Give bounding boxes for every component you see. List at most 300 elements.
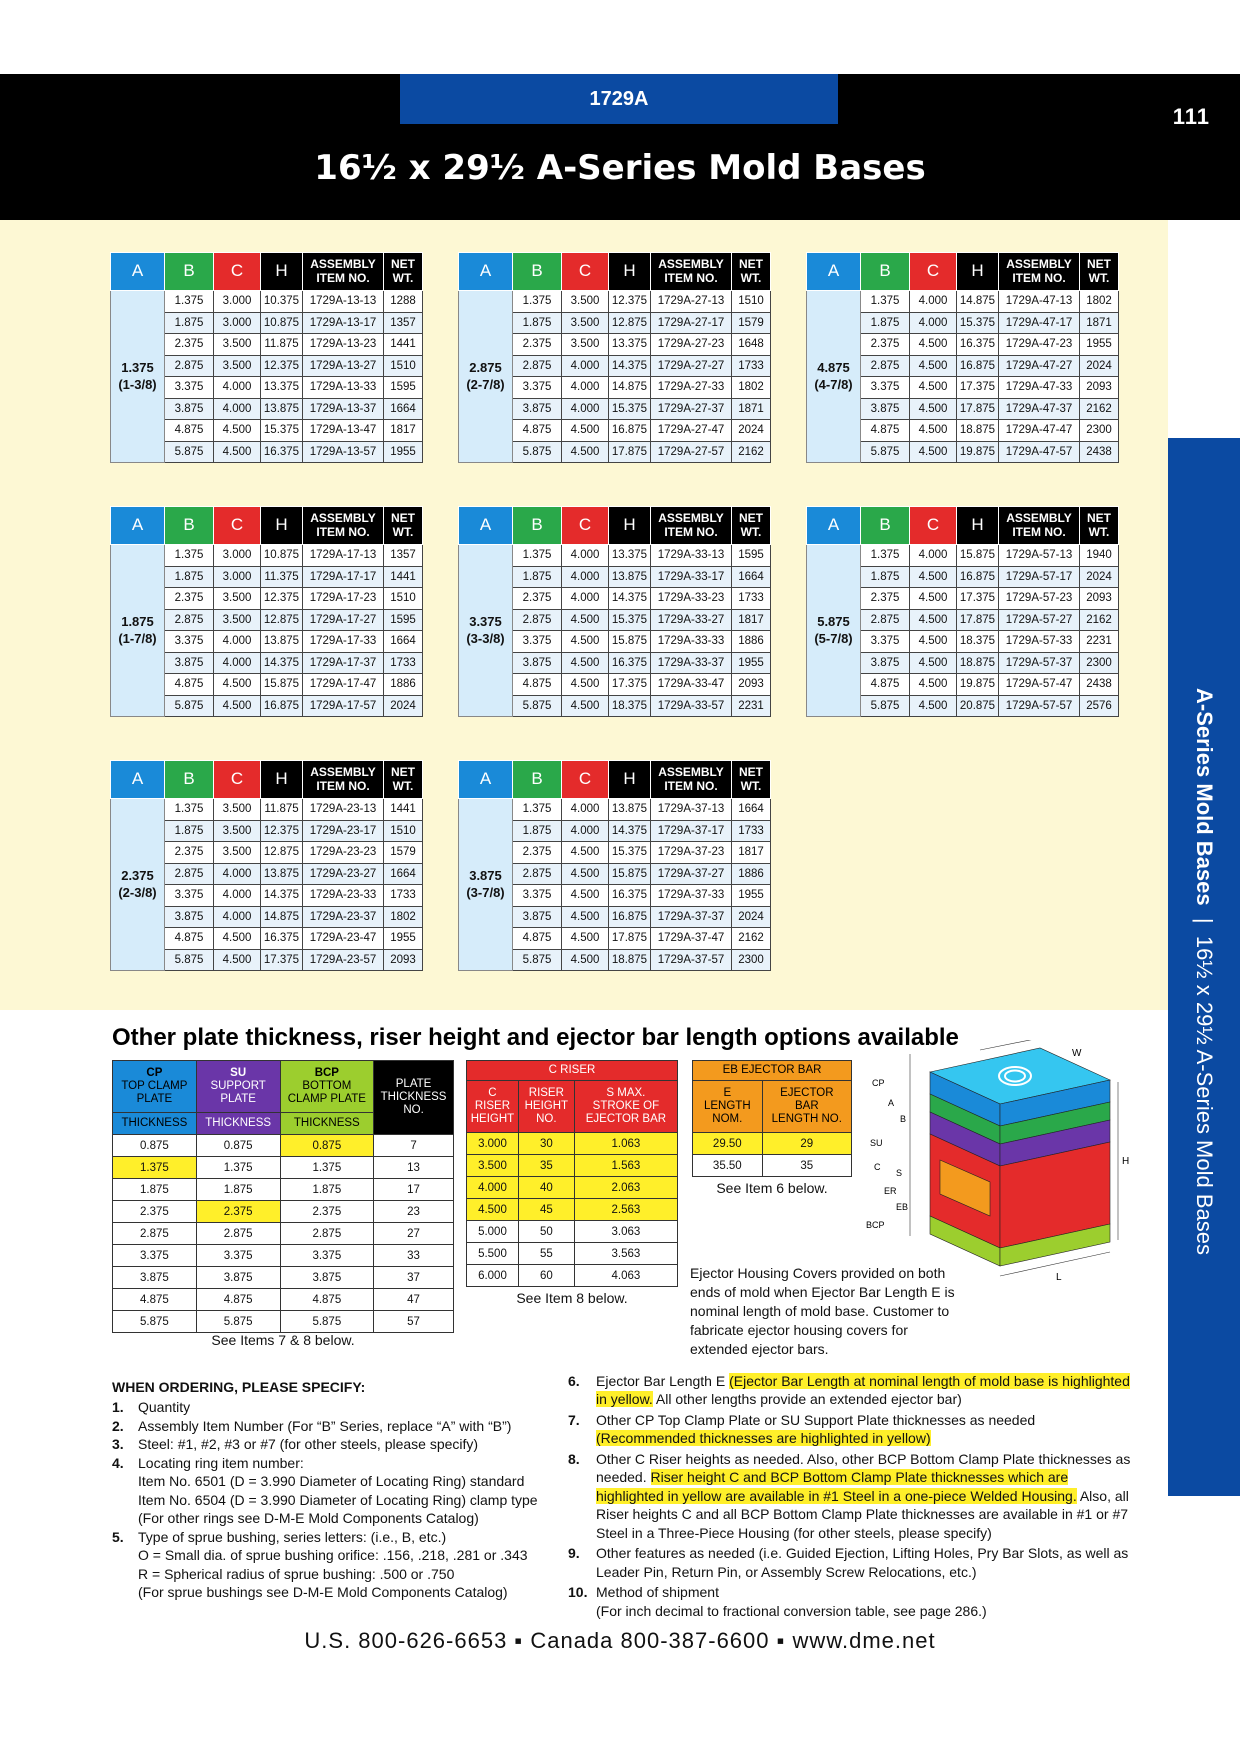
table-row (807, 291, 1119, 313)
table-cell: 2093 (1080, 377, 1119, 399)
col-a: A (459, 507, 513, 545)
table-cell: 23 (374, 1201, 454, 1223)
col-b: B (165, 253, 214, 291)
table-cell: 4.000 (910, 312, 957, 334)
table-cell: 3.063 (574, 1221, 677, 1243)
table-cell: 1729A-17-37 (303, 652, 384, 674)
table-cell: 2162 (1080, 398, 1119, 420)
table-cell: 3.875 (513, 398, 562, 420)
table-cell: 4.500 (562, 863, 609, 885)
table-cell: 1510 (384, 355, 423, 377)
a-value: 3.875 (3-7/8) (459, 799, 513, 971)
table-cell: 2.375 (196, 1201, 280, 1223)
table-cell: 2024 (732, 906, 771, 928)
table-cell: 4.000 (562, 377, 609, 399)
table-cell: 11.875 (261, 334, 303, 356)
table-cell: 1802 (1080, 291, 1119, 313)
col-a: A (459, 253, 513, 291)
table-cell: 1729A-47-23 (999, 334, 1080, 356)
table-cell: 1729A-47-13 (999, 291, 1080, 313)
table-cell: 16.875 (957, 355, 999, 377)
order-item-5b: R = Spherical radius of sprue bushing: .500 or .750 (138, 1565, 455, 1582)
table-cell: 3.875 (861, 652, 910, 674)
label-su: SU (870, 1138, 883, 1148)
table-cell: 2231 (1080, 631, 1119, 653)
table-cell: 13.875 (609, 566, 651, 588)
table-cell: 4.000 (214, 652, 261, 674)
table-cell: 4.000 (214, 863, 261, 885)
table-cell: 5.875 (113, 1311, 197, 1333)
col-h: H (609, 761, 651, 799)
col-h: H (261, 761, 303, 799)
table-cell: 15.875 (609, 863, 651, 885)
table-cell: 4.500 (910, 377, 957, 399)
table-cell: 1510 (384, 820, 423, 842)
table-cell: 11.875 (261, 799, 303, 821)
table-cell: 1729A-47-47 (999, 420, 1080, 442)
riser-no-header: RISER HEIGHT NO. (518, 1081, 574, 1133)
table-cell: 13.375 (609, 334, 651, 356)
col-c: C (214, 253, 261, 291)
side-tab[interactable] (1168, 438, 1240, 1496)
col-item: ASSEMBLY ITEM NO. (303, 507, 384, 545)
table-cell: 3.500 (562, 291, 609, 313)
table-cell: 5.875 (165, 949, 214, 971)
table-cell: 15.875 (609, 631, 651, 653)
table-cell: 1579 (384, 842, 423, 864)
table-cell: 1871 (1080, 312, 1119, 334)
table-row (459, 545, 771, 567)
table-cell: 14.375 (261, 652, 303, 674)
bcp-header: BCP BOTTOM CLAMP PLATE (280, 1061, 374, 1113)
table-cell: 1664 (384, 398, 423, 420)
table-cell: 1.375 (165, 291, 214, 313)
table-cell: 1940 (1080, 545, 1119, 567)
label-l: L (1056, 1272, 1062, 1283)
order-item-8: 8. Other C Riser heights as needed. Also, other BCP Bottom Clamp Plate thicknesses as needed. Riser height C and BCP Bottom Clamp Plate thicknesses which are highlighted in yellow are available in #1 Steel in a one-piece Welded Housing. Also, all Riser heights C and all BCP Bottom Clamp Plate thicknesses are available in #1 or #7 Steel in a Three-Piece Housing (for other steels, please specify) (568, 1450, 1131, 1541)
table-cell: 3.875 (165, 398, 214, 420)
table-cell: 19.875 (957, 441, 999, 463)
ordering-title: WHEN ORDERING, PLEASE SPECIFY: (112, 1379, 366, 1395)
table-cell: 2438 (1080, 441, 1119, 463)
col-item: ASSEMBLY ITEM NO. (999, 507, 1080, 545)
table-cell: 2231 (732, 695, 771, 717)
table-cell: 2.875 (513, 609, 562, 631)
table-cell: 1729A-17-47 (303, 674, 384, 696)
table-cell: 5.000 (467, 1221, 519, 1243)
table-cell: 4.000 (910, 545, 957, 567)
table-cell: 2093 (1080, 588, 1119, 610)
table-row (111, 799, 423, 821)
table-cell: 4.500 (910, 674, 957, 696)
table-cell: 3.500 (214, 355, 261, 377)
table-cell: 1664 (732, 799, 771, 821)
order-item-5: 5. Type of sprue bushing, series letters: (i.e., B, etc.) (112, 1528, 447, 1545)
su-header: SU SUPPORT PLATE (196, 1061, 280, 1113)
table-cell: 3.375 (113, 1245, 197, 1267)
col-item: ASSEMBLY ITEM NO. (651, 507, 732, 545)
table-row (467, 1221, 678, 1243)
table-cell: 1802 (384, 906, 423, 928)
table-cell: 3.500 (214, 334, 261, 356)
table-cell: 60 (518, 1265, 574, 1287)
table-cell: 1.875 (861, 312, 910, 334)
table-cell: 1729A-57-47 (999, 674, 1080, 696)
table-cell: 2024 (1080, 566, 1119, 588)
label-s: S (896, 1168, 903, 1178)
col-a: A (807, 253, 861, 291)
label-w: W (1072, 1048, 1082, 1059)
order-item-10: 10. Method of shipment (For inch decimal to fractional conversion table, see page 286.) (568, 1584, 987, 1619)
table-cell: 1729A-37-47 (651, 928, 732, 950)
riser-table (466, 1060, 678, 1287)
table-cell: 1441 (384, 566, 423, 588)
table-cell: 1733 (384, 652, 423, 674)
table-cell: 4.500 (562, 441, 609, 463)
a-value: 3.375 (3-3/8) (459, 545, 513, 717)
table-cell: 1729A-37-13 (651, 799, 732, 821)
riser-title: C RISER (467, 1061, 678, 1081)
table-cell: 3.000 (214, 312, 261, 334)
table-cell: 1886 (384, 674, 423, 696)
table-cell: 0.875 (196, 1135, 280, 1157)
table-row (113, 1179, 454, 1201)
table-cell: 5.875 (861, 695, 910, 717)
col-c: C (910, 253, 957, 291)
table-cell: 1729A-23-33 (303, 885, 384, 907)
col-a: A (111, 253, 165, 291)
table-cell: 5.875 (165, 441, 214, 463)
table-cell: 4.500 (910, 566, 957, 588)
table-cell: 16.375 (261, 441, 303, 463)
table-cell: 4.500 (214, 441, 261, 463)
table-cell: 16.875 (609, 420, 651, 442)
label-a: A (888, 1098, 895, 1108)
table-cell: 0.875 (113, 1135, 197, 1157)
table-cell: 4.000 (562, 799, 609, 821)
table-cell: 1817 (732, 609, 771, 631)
table-cell: 6.000 (467, 1265, 519, 1287)
table-cell: 2.563 (574, 1199, 677, 1221)
table-cell: 3.500 (214, 820, 261, 842)
table-cell: 1664 (384, 631, 423, 653)
table-cell: 1729A-17-13 (303, 545, 384, 567)
mold-base-table (458, 760, 771, 971)
table-cell: 1.875 (165, 566, 214, 588)
table-cell: 1729A-47-33 (999, 377, 1080, 399)
table-cell: 1729A-33-17 (651, 566, 732, 588)
table-row (467, 1133, 678, 1155)
table-cell: 13.875 (261, 631, 303, 653)
table-cell: 4.000 (467, 1177, 519, 1199)
mold-base-table (110, 506, 423, 717)
table-cell: 1.875 (513, 820, 562, 842)
table-row (459, 799, 771, 821)
table-cell: 4.875 (165, 674, 214, 696)
table-cell: 2162 (1080, 609, 1119, 631)
table-cell: 4.500 (910, 609, 957, 631)
table-cell: 5.875 (196, 1311, 280, 1333)
table-cell: 4.875 (280, 1289, 374, 1311)
table-cell: 4.875 (196, 1289, 280, 1311)
table-row (111, 291, 423, 313)
table-cell: 4.875 (513, 928, 562, 950)
table-cell: 10.875 (261, 312, 303, 334)
table-cell: 15.375 (609, 398, 651, 420)
table-cell: 4.500 (910, 588, 957, 610)
table-cell: 2.375 (861, 588, 910, 610)
table-cell: 1729A-33-37 (651, 652, 732, 674)
order-item-3: 3. Steel: #1, #2, #3 or #7 (for other steels, please specify) (112, 1436, 479, 1453)
table-cell: 2162 (732, 441, 771, 463)
table-cell: 1729A-37-23 (651, 842, 732, 864)
table-cell: 47 (374, 1289, 454, 1311)
table-cell: 4.875 (513, 674, 562, 696)
table-cell: 1.375 (861, 545, 910, 567)
table-cell: 2.375 (113, 1201, 197, 1223)
table-cell: 3.500 (467, 1155, 519, 1177)
order-item-9: 9. Other features as needed (i.e. Guided Ejection, Lifting Holes, Pry Bar Slots, as well as Leader Pin, Return Pin, or Assembly Screw Relocations, etc.) (568, 1545, 1129, 1580)
table-cell: 1729A-13-33 (303, 377, 384, 399)
table-cell: 1733 (732, 588, 771, 610)
table-cell: 2.875 (513, 355, 562, 377)
table-row (467, 1243, 678, 1265)
table-cell: 1.875 (165, 820, 214, 842)
table-cell: 12.375 (609, 291, 651, 313)
table-cell: 1871 (732, 398, 771, 420)
table-cell: 1441 (384, 799, 423, 821)
riser-table-note: See Item 8 below. (516, 1290, 628, 1306)
table-cell: 14.375 (609, 588, 651, 610)
table-cell: 1729A-13-37 (303, 398, 384, 420)
table-cell: 4.875 (861, 420, 910, 442)
col-b: B (861, 507, 910, 545)
table-cell: 27 (374, 1223, 454, 1245)
table-cell: 19.875 (957, 674, 999, 696)
mold-base-table (458, 506, 771, 717)
table-row (467, 1265, 678, 1287)
table-cell: 3.500 (562, 312, 609, 334)
table-row (113, 1245, 454, 1267)
table-cell: 1886 (732, 863, 771, 885)
table-cell: 4.500 (562, 949, 609, 971)
table-row (459, 291, 771, 313)
table-cell: 1579 (732, 312, 771, 334)
table-cell: 3.563 (574, 1243, 677, 1265)
stroke-header: S MAX. STROKE OF EJECTOR BAR (574, 1081, 677, 1133)
table-cell: 4.500 (467, 1199, 519, 1221)
table-cell: 3.875 (513, 906, 562, 928)
options-title: Other plate thickness, riser height and ejector bar length options available (112, 1024, 959, 1051)
col-item: ASSEMBLY ITEM NO. (303, 761, 384, 799)
a-value: 1.375 (1-3/8) (111, 291, 165, 463)
table-cell: 2162 (732, 928, 771, 950)
series-tab: 1729A (400, 74, 838, 124)
table-cell: 37 (374, 1267, 454, 1289)
table-cell: 14.875 (609, 377, 651, 399)
table-cell: 1729A-47-57 (999, 441, 1080, 463)
table-cell: 17.875 (609, 441, 651, 463)
table-cell: 4.875 (165, 420, 214, 442)
col-h: H (261, 507, 303, 545)
table-cell: 2.375 (513, 842, 562, 864)
table-cell: 10.875 (261, 545, 303, 567)
order-item-7: 7. Other CP Top Clamp Plate or SU Support Plate thicknesses as needed (Recommended thicknesses are highlighted in yellow) (568, 1411, 1036, 1447)
table-cell: 5.500 (467, 1243, 519, 1265)
col-h: H (957, 507, 999, 545)
table-cell: 3.000 (214, 566, 261, 588)
table-cell: 3.500 (214, 842, 261, 864)
table-cell: 5.875 (165, 695, 214, 717)
table-cell: 10.375 (261, 291, 303, 313)
table-cell: 1.375 (196, 1157, 280, 1179)
table-cell: 17.375 (261, 949, 303, 971)
table-cell: 1729A-27-23 (651, 334, 732, 356)
table-cell: 35.50 (693, 1155, 763, 1177)
table-cell: 3.375 (165, 377, 214, 399)
table-cell: 1729A-37-27 (651, 863, 732, 885)
table-cell: 2.875 (196, 1223, 280, 1245)
col-weight: NET WT. (384, 253, 423, 291)
table-cell: 4.500 (562, 695, 609, 717)
table-cell: 1729A-23-37 (303, 906, 384, 928)
table-cell: 1729A-57-27 (999, 609, 1080, 631)
table-cell: 1.875 (165, 312, 214, 334)
table-cell: 1.375 (113, 1157, 197, 1179)
ordering-list-left (112, 1378, 572, 1602)
table-cell: 1729A-37-57 (651, 949, 732, 971)
table-cell: 12.875 (609, 312, 651, 334)
table-cell: 4.000 (562, 398, 609, 420)
label-c: C (874, 1162, 881, 1172)
table-cell: 1729A-37-17 (651, 820, 732, 842)
table-cell: 4.500 (562, 609, 609, 631)
table-cell: 4.000 (562, 566, 609, 588)
side-tab-text: A-Series Mold Bases | 16½ x 29½ A-Series Mold Bases (1192, 688, 1217, 1255)
order-item-4: 4. Locating ring item number: (112, 1454, 304, 1471)
table-cell: 13 (374, 1157, 454, 1179)
table-cell: 18.875 (609, 949, 651, 971)
table-row (111, 545, 423, 567)
table-cell: 1729A-57-13 (999, 545, 1080, 567)
col-a: A (459, 761, 513, 799)
label-b: B (900, 1114, 907, 1124)
table-cell: 1729A-27-33 (651, 377, 732, 399)
eb-table-note: See Item 6 below. (716, 1180, 828, 1196)
a-value: 2.375 (2-3/8) (111, 799, 165, 971)
table-cell: 3.375 (861, 377, 910, 399)
table-cell: 1729A-13-13 (303, 291, 384, 313)
eb-title: EB EJECTOR BAR (693, 1061, 852, 1081)
table-cell: 17.375 (609, 674, 651, 696)
table-cell: 1729A-17-27 (303, 609, 384, 631)
order-item-4a: Item No. 6501 (D = 3.990 Diameter of Locating Ring) standard (138, 1473, 525, 1490)
table-cell: 1.875 (280, 1179, 374, 1201)
table-cell: 3.375 (513, 885, 562, 907)
a-value: 4.875 (4-7/8) (807, 291, 861, 463)
table-cell: 2.063 (574, 1177, 677, 1199)
table-cell: 1664 (384, 863, 423, 885)
table-cell: 4.000 (214, 885, 261, 907)
table-cell: 17 (374, 1179, 454, 1201)
table-row (693, 1133, 852, 1155)
table-cell: 1729A-57-23 (999, 588, 1080, 610)
table-cell: 4.500 (562, 906, 609, 928)
table-cell: 1729A-57-33 (999, 631, 1080, 653)
col-a: A (111, 507, 165, 545)
col-h: H (609, 507, 651, 545)
table-cell: 4.500 (910, 334, 957, 356)
col-c: C (214, 507, 261, 545)
table-cell: 3.375 (165, 885, 214, 907)
table-cell: 45 (518, 1199, 574, 1221)
ejector-bar-table (692, 1060, 852, 1177)
table-cell: 55 (518, 1243, 574, 1265)
table-cell: 16.875 (261, 695, 303, 717)
table-cell: 15.875 (957, 545, 999, 567)
table-cell: 2093 (384, 949, 423, 971)
table-cell: 5.875 (513, 695, 562, 717)
table-cell: 1729A-27-37 (651, 398, 732, 420)
col-item: ASSEMBLY ITEM NO. (651, 253, 732, 291)
table-cell: 20.875 (957, 695, 999, 717)
order-item-4b: Item No. 6504 (D = 3.990 Diameter of Locating Ring) clamp type (138, 1491, 538, 1508)
table-cell: 2.875 (861, 609, 910, 631)
table-cell: 12.375 (261, 588, 303, 610)
mold-base-table (110, 252, 423, 463)
table-row (113, 1223, 454, 1245)
table-cell: 4.500 (562, 674, 609, 696)
table-cell: 16.375 (609, 652, 651, 674)
table-cell: 2.875 (165, 609, 214, 631)
col-item: ASSEMBLY ITEM NO. (303, 253, 384, 291)
table-cell: 16.875 (609, 906, 651, 928)
table-cell: 14.875 (957, 291, 999, 313)
order-item-4c: (For other rings see D-M-E Mold Components Catalog) (138, 1510, 479, 1527)
table-cell: 1.875 (861, 566, 910, 588)
col-b: B (513, 761, 562, 799)
riser-height-header: C RISER HEIGHT (467, 1081, 519, 1133)
table-cell: 4.500 (214, 928, 261, 950)
table-cell: 4.500 (910, 695, 957, 717)
table-cell: 1817 (732, 842, 771, 864)
col-c: C (910, 507, 957, 545)
table-cell: 1729A-17-17 (303, 566, 384, 588)
label-er: ER (884, 1186, 897, 1196)
table-cell: 5.875 (861, 441, 910, 463)
col-item: ASSEMBLY ITEM NO. (999, 253, 1080, 291)
table-cell: 2.875 (861, 355, 910, 377)
table-row (113, 1289, 454, 1311)
table-cell: 1733 (732, 820, 771, 842)
table-cell: 4.500 (562, 652, 609, 674)
table-cell: 1595 (384, 609, 423, 631)
table-cell: 1.375 (165, 545, 214, 567)
table-cell: 1729A-57-57 (999, 695, 1080, 717)
table-cell: 2300 (732, 949, 771, 971)
table-cell: 1733 (732, 355, 771, 377)
table-cell: 1729A-23-13 (303, 799, 384, 821)
table-cell: 2300 (1080, 420, 1119, 442)
label-eb: EB (896, 1202, 909, 1212)
table-cell: 4.500 (214, 949, 261, 971)
table-cell: 2024 (1080, 355, 1119, 377)
table-cell: 2.375 (513, 588, 562, 610)
table-cell: 1.375 (513, 799, 562, 821)
table-cell: 1729A-27-17 (651, 312, 732, 334)
table-cell: 13.875 (261, 863, 303, 885)
table-cell: 15.375 (609, 609, 651, 631)
